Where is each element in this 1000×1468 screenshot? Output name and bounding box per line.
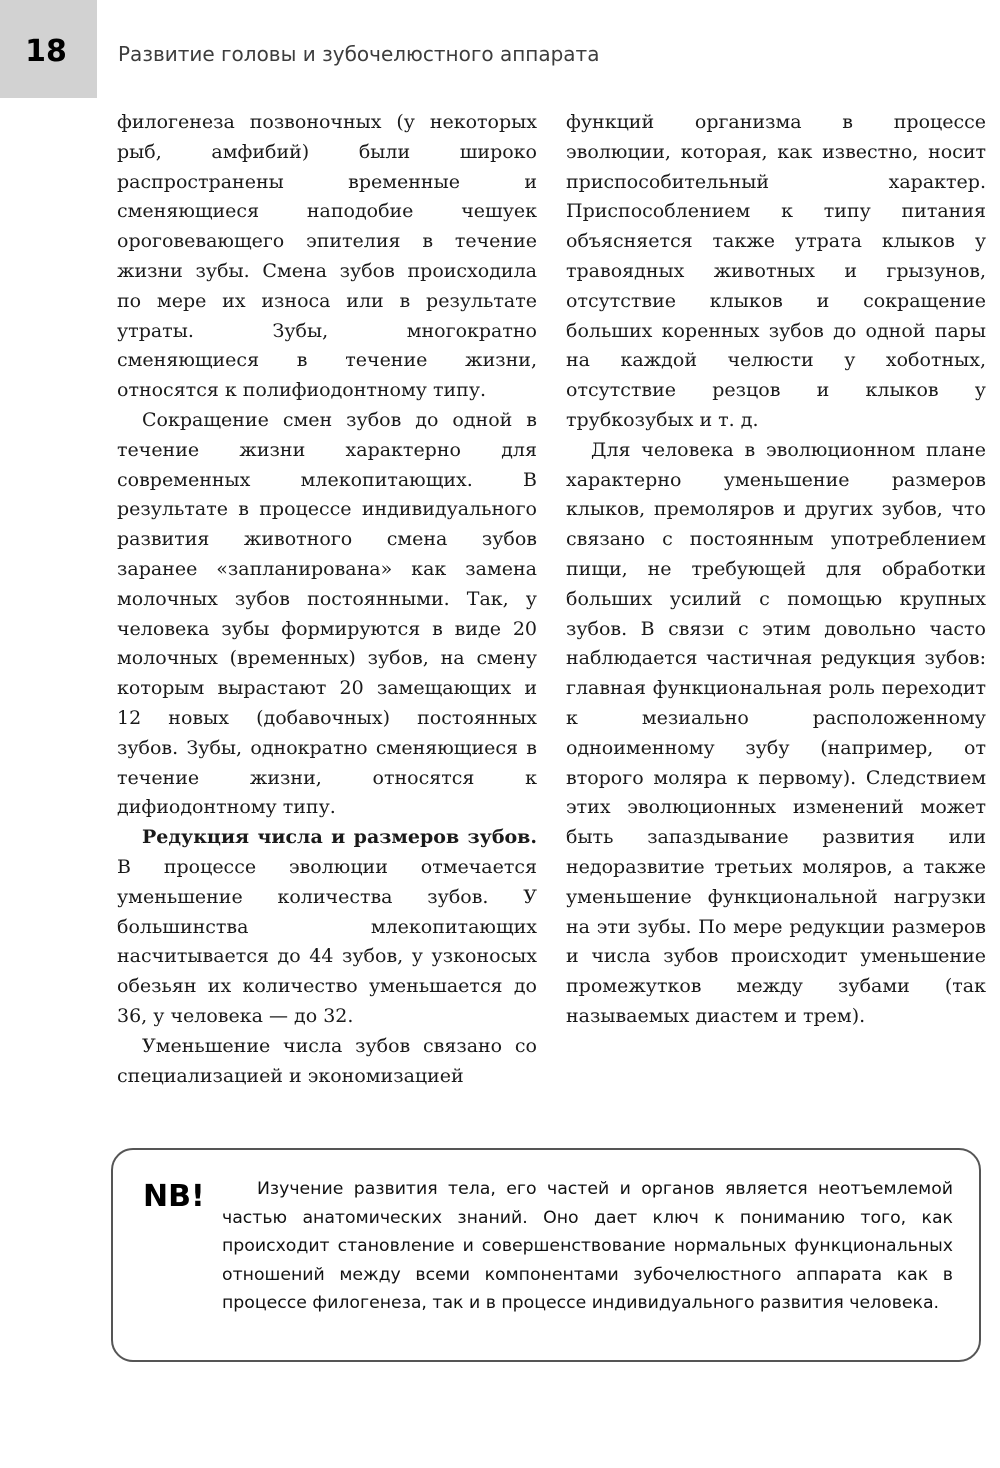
right-paragraph-2: Для человека в эволюционном плане характерно уменьшение размеров клыков, премоляров и других зубов, что связано с постоянным употреблением пищи, не требующей для обработки больших усилий с помощью крупных зубов. В связи с этим довольно часто наблюдается частичная редукция зубов: главная функциональная роль переходит к мезиально расположенному одноименному зубу (например, от второго моляра к первому). Следствием этих эволюционных изменений может быть запаздывание развития или недоразвитие третьих моляров, а также уменьшение функциональной нагрузки на эти зубы. По мере редукции размеров и числа зубов происходит уменьшение промежутков между зубами (так называемых диастем и трем). <box>566 438 986 1027</box>
left-paragraph-1: филогенеза позвоночных (у некоторых рыб, амфибий) были широко распространены временные и сменяющиеся наподобие чешуек ороговевающего эпителия в течение жизни зубы. Смена зубов происходила по мере их износа или в результате утраты. Зубы, многократно сменяющиеся в течение жизни, относятся к полифиодонтному типу. <box>117 111 537 402</box>
page-number: 18 <box>25 34 67 69</box>
nb-text: Изучение развития тела, его частей и органов является неотъемлемой частью анатомических знаний. Оно дает ключ к пониманию того, как происходит становление и совершенствование нормальных функциональных отношений между всеми компонентами зубочелюстного аппарата как в процессе филогенеза, так и в процессе индивидуального развития человека. <box>222 1179 953 1313</box>
left-paragraph-2: Сокращение смен зубов до одной в течение жизни характерно для современных млекопитающих. В результате в процессе индивидуального развития животного смена зубов заранее «запланирована» как замена молочных зубов постоянными. Так, у человека зубы формируются в виде 20 молочных (временных) зубов, на смену которым вырастают 20 замещающих и 12 новых (добавочных) постоянных зубов. Зубы, однократно сменяющиеся в течение жизни, относятся к дифиодонтному типу. <box>117 408 537 819</box>
left-paragraph-3-body: В процессе эволюции отмечается уменьшение количества зубов. У большинства млекопитающих насчитывается до 44 зубов, у узконосых обезьян их количество уменьшается до 36, у человека — до 32. <box>117 855 537 1027</box>
right-column <box>566 108 986 1032</box>
right-paragraph-1: функций организма в процессе эволюции, которая, как известно, носит приспособительный характер. Приспособлением к типу питания объясняется также утрата клыков у травоядных животных и грызунов, отсутствие клыков и сокращение больших коренных зубов до одной пары на каждой челюсти у хоботных, отсутствие резцов и клыков у трубкозубых и т. д. <box>566 111 986 431</box>
left-paragraph-4: Уменьшение числа зубов связано со специализацией и экономизацией <box>117 1034 537 1087</box>
section-heading: Редукция числа и размеров зубов. <box>142 826 537 849</box>
nb-label: NB! <box>143 1179 205 1214</box>
left-column <box>117 108 537 1091</box>
left-paragraph-3 <box>117 823 537 1032</box>
running-title: Развитие головы и зубочелюстного аппарата <box>118 42 600 66</box>
